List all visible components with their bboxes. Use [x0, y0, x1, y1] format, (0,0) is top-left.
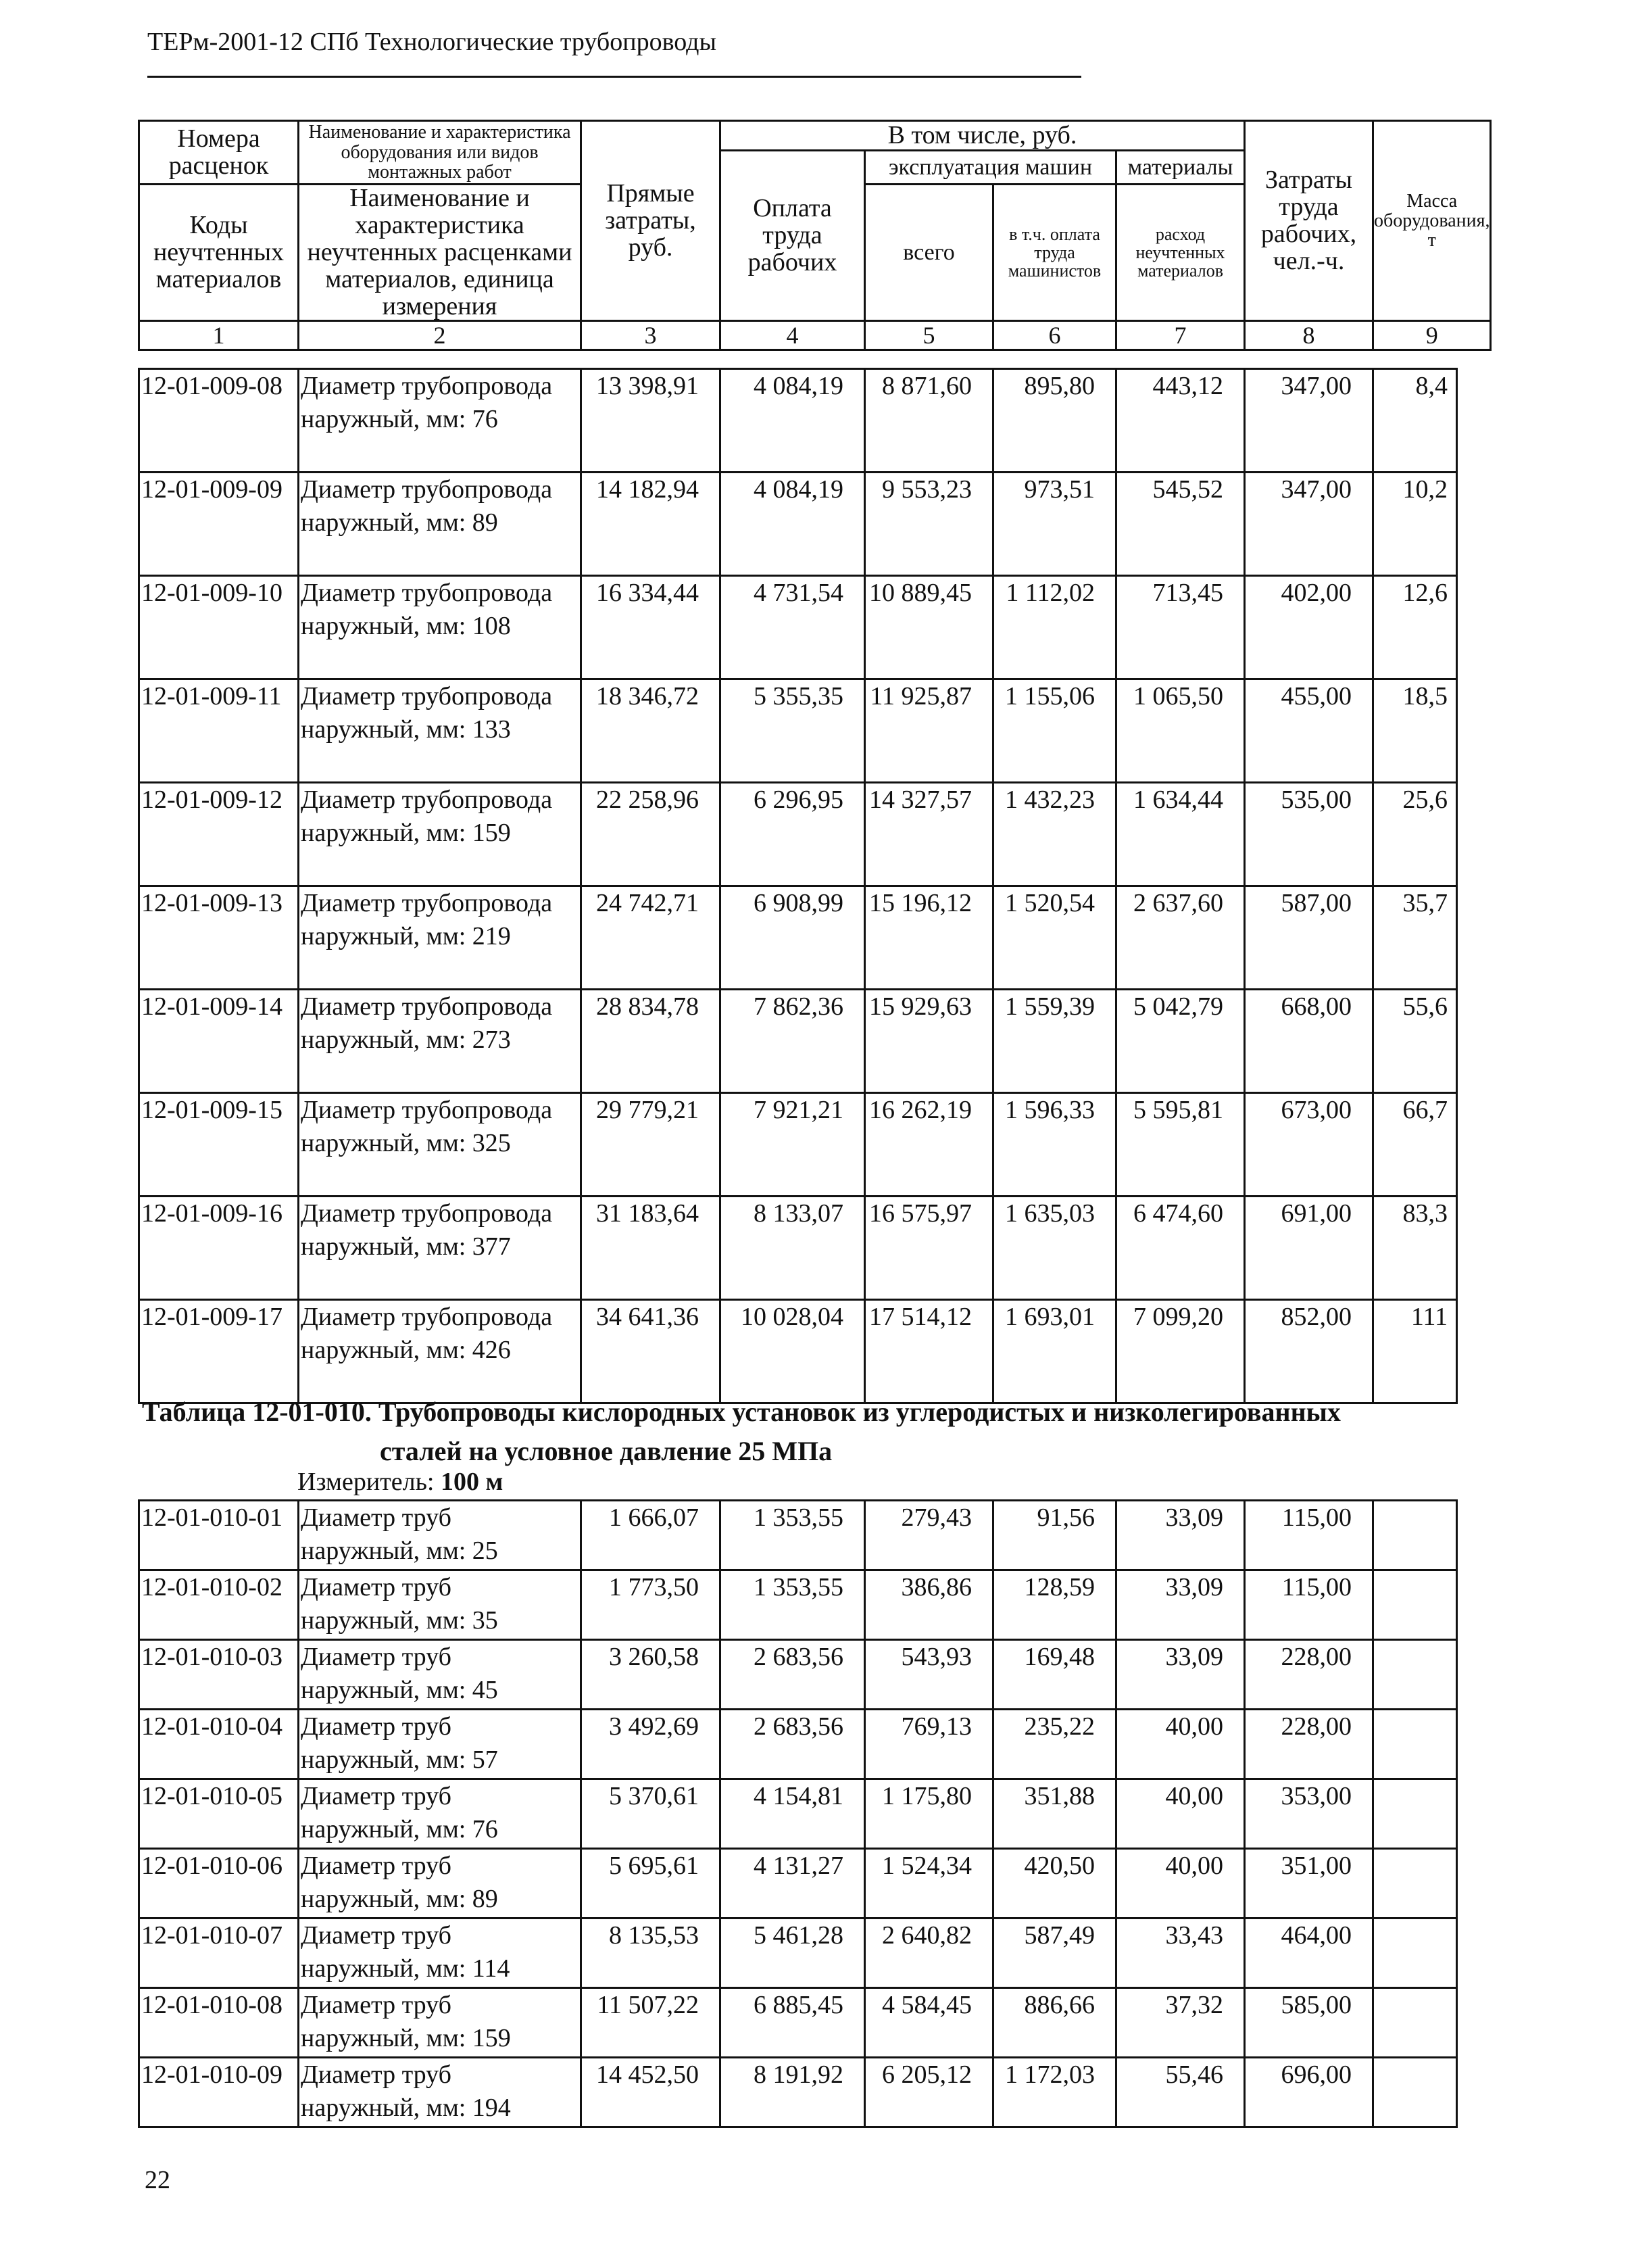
rate-name-line: Диаметр трубопровода — [301, 889, 553, 917]
materials-cost-cell: 5 595,81 — [1116, 1093, 1245, 1197]
equipment-mass-cell: 8,4 — [1373, 369, 1457, 473]
equipment-mass-cell — [1373, 1501, 1457, 1570]
equipment-mass-cell: 111 — [1373, 1300, 1457, 1403]
materials-cost-cell: 5 042,79 — [1116, 990, 1245, 1093]
table-row — [139, 1710, 1457, 1779]
materials-cost-cell: 33,09 — [1116, 1501, 1245, 1570]
rate-name-line: наружный, мм: 76 — [301, 1815, 498, 1843]
header-num-4: 4 — [720, 321, 865, 350]
header-col6: в т.ч. оплата труда машинистов — [993, 185, 1116, 321]
table-12-01-010-body — [139, 1501, 1457, 2127]
direct-cost-cell: 14 182,94 — [581, 473, 720, 576]
direct-cost-cell: 16 334,44 — [581, 576, 720, 679]
rate-name-line: Диаметр труб — [301, 1782, 452, 1810]
machine-cost-cell: 4 584,45 — [865, 1988, 993, 2058]
machine-cost-cell: 6 205,12 — [865, 2058, 993, 2127]
table-row — [139, 1988, 1457, 2058]
direct-cost-cell: 31 183,64 — [581, 1197, 720, 1300]
machine-cost-cell: 543,93 — [865, 1640, 993, 1710]
labor-cost-cell: 7 921,21 — [720, 1093, 865, 1197]
rate-name-line: Диаметр труб — [301, 1991, 452, 2019]
rate-name-line: Диаметр труб — [301, 1852, 452, 1880]
direct-cost-cell: 14 452,50 — [581, 2058, 720, 2127]
labor-cost-cell: 5 355,35 — [720, 679, 865, 783]
rate-name-line: Диаметр трубопровода — [301, 1199, 553, 1228]
labor-cost-cell: 2 683,56 — [720, 1640, 865, 1710]
header-col3: Прямые затраты, руб. — [581, 121, 720, 321]
rate-name-line: наружный, мм: 57 — [301, 1745, 498, 1774]
rate-name-cell — [299, 1570, 581, 1640]
rate-code-cell: 12-01-010-03 — [139, 1640, 299, 1710]
rate-name-line: Диаметр труб — [301, 1503, 452, 1532]
machine-cost-cell: 769,13 — [865, 1710, 993, 1779]
operator-labor-cost-cell: 1 155,06 — [993, 679, 1116, 783]
machine-cost-cell: 10 889,45 — [865, 576, 993, 679]
direct-cost-cell: 34 641,36 — [581, 1300, 720, 1403]
labor-cost-cell: 6 885,45 — [720, 1988, 865, 2058]
rate-code-cell: 12-01-009-11 — [139, 679, 299, 783]
labor-hours-cell: 353,00 — [1245, 1779, 1373, 1849]
rate-name-line: наружный, мм: 219 — [301, 922, 511, 950]
machine-cost-cell: 14 327,57 — [865, 783, 993, 886]
operator-labor-cost-cell: 895,80 — [993, 369, 1116, 473]
header-col7: расход неучтенных материалов — [1116, 185, 1245, 321]
operator-labor-cost-cell: 587,49 — [993, 1919, 1116, 1988]
running-head: ТЕРм-2001-12 СПб Технологические трубопроводы — [147, 28, 717, 56]
table-row — [139, 2058, 1457, 2127]
rate-code-cell: 12-01-010-07 — [139, 1919, 299, 1988]
rate-name-cell — [299, 369, 581, 473]
table-row — [139, 1640, 1457, 1710]
equipment-mass-cell — [1373, 1779, 1457, 1849]
rate-name-line: наружный, мм: 194 — [301, 2094, 511, 2122]
header-col2-top: Наименование и характеристика оборудования или видов монтажных работ — [299, 121, 581, 185]
labor-hours-cell: 852,00 — [1245, 1300, 1373, 1403]
header-col2-bottom: Наименование и характеристика неучтенных расценками материалов, единица измерения — [299, 185, 581, 321]
rate-code-cell: 12-01-010-02 — [139, 1570, 299, 1640]
table-row — [139, 1093, 1457, 1197]
header-col1-top: Номера расценок — [139, 121, 299, 185]
labor-hours-cell: 347,00 — [1245, 369, 1373, 473]
rate-name-cell — [299, 1710, 581, 1779]
rate-code-cell: 12-01-009-10 — [139, 576, 299, 679]
table-row — [139, 576, 1457, 679]
rate-code-cell: 12-01-009-15 — [139, 1093, 299, 1197]
rate-code-cell: 12-01-009-17 — [139, 1300, 299, 1403]
operator-labor-cost-cell: 1 635,03 — [993, 1197, 1116, 1300]
machine-cost-cell: 16 262,19 — [865, 1093, 993, 1197]
materials-cost-cell: 33,43 — [1116, 1919, 1245, 1988]
labor-hours-cell: 535,00 — [1245, 783, 1373, 886]
table-row — [139, 783, 1457, 886]
header-num-3: 3 — [581, 321, 720, 350]
machine-cost-cell: 9 553,23 — [865, 473, 993, 576]
rate-name-line: наружный, мм: 273 — [301, 1026, 511, 1054]
rate-name-cell — [299, 1501, 581, 1570]
rate-name-line: Диаметр труб — [301, 1921, 452, 1950]
labor-cost-cell: 8 133,07 — [720, 1197, 865, 1300]
equipment-mass-cell: 25,6 — [1373, 783, 1457, 886]
rate-name-line: наружный, мм: 25 — [301, 1537, 498, 1565]
header-num-2: 2 — [299, 321, 581, 350]
direct-cost-cell: 29 779,21 — [581, 1093, 720, 1197]
materials-cost-cell: 40,00 — [1116, 1710, 1245, 1779]
materials-cost-cell: 545,52 — [1116, 473, 1245, 576]
rate-name-cell — [299, 1919, 581, 1988]
table-row — [139, 1501, 1457, 1570]
operator-labor-cost-cell: 886,66 — [993, 1988, 1116, 2058]
rate-code-cell: 12-01-009-16 — [139, 1197, 299, 1300]
rate-name-line: Диаметр трубопровода — [301, 372, 553, 400]
materials-cost-cell: 6 474,60 — [1116, 1197, 1245, 1300]
operator-labor-cost-cell: 128,59 — [993, 1570, 1116, 1640]
materials-cost-cell: 713,45 — [1116, 576, 1245, 679]
rate-name-cell — [299, 679, 581, 783]
table-row — [139, 1570, 1457, 1640]
page-number: 22 — [145, 2166, 170, 2194]
table-row — [139, 473, 1457, 576]
machine-cost-cell: 386,86 — [865, 1570, 993, 1640]
materials-cost-cell: 1 634,44 — [1116, 783, 1245, 886]
running-head-rule — [147, 76, 1081, 78]
labor-hours-cell: 668,00 — [1245, 990, 1373, 1093]
machine-cost-cell: 17 514,12 — [865, 1300, 993, 1403]
header-num-1: 1 — [139, 321, 299, 350]
labor-hours-cell: 115,00 — [1245, 1570, 1373, 1640]
labor-cost-cell: 4 731,54 — [720, 576, 865, 679]
rate-name-line: Диаметр трубопровода — [301, 579, 553, 607]
table-row — [139, 1849, 1457, 1919]
labor-hours-cell: 115,00 — [1245, 1501, 1373, 1570]
rate-code-cell: 12-01-010-08 — [139, 1988, 299, 2058]
machine-cost-cell: 11 925,87 — [865, 679, 993, 783]
measure-label: Измеритель: — [297, 1468, 435, 1496]
labor-hours-cell: 228,00 — [1245, 1710, 1373, 1779]
materials-cost-cell: 2 637,60 — [1116, 886, 1245, 990]
rate-name-cell — [299, 783, 581, 886]
rate-code-cell: 12-01-010-05 — [139, 1779, 299, 1849]
direct-cost-cell: 8 135,53 — [581, 1919, 720, 1988]
direct-cost-cell: 24 742,71 — [581, 886, 720, 990]
table-row — [139, 886, 1457, 990]
rate-code-cell: 12-01-010-09 — [139, 2058, 299, 2127]
rate-name-line: Диаметр трубопровода — [301, 1303, 553, 1331]
direct-cost-cell: 5 695,61 — [581, 1849, 720, 1919]
table-row — [139, 1919, 1457, 1988]
equipment-mass-cell — [1373, 1988, 1457, 2058]
operator-labor-cost-cell: 420,50 — [993, 1849, 1116, 1919]
materials-cost-cell: 443,12 — [1116, 369, 1245, 473]
operator-labor-cost-cell: 1 559,39 — [993, 990, 1116, 1093]
rate-name-line: Диаметр труб — [301, 1573, 452, 1601]
rate-name-line: наружный, мм: 35 — [301, 1606, 498, 1635]
operator-labor-cost-cell: 91,56 — [993, 1501, 1116, 1570]
materials-cost-cell: 40,00 — [1116, 1849, 1245, 1919]
table-row — [139, 679, 1457, 783]
rate-code-cell: 12-01-010-01 — [139, 1501, 299, 1570]
rate-name-line: Диаметр труб — [301, 2060, 452, 2089]
rate-code-cell: 12-01-009-08 — [139, 369, 299, 473]
rate-name-line: Диаметр трубопровода — [301, 992, 553, 1021]
direct-cost-cell: 5 370,61 — [581, 1779, 720, 1849]
rate-name-cell — [299, 1640, 581, 1710]
rate-name-cell — [299, 1093, 581, 1197]
table-caption-line1: Таблица 12-01-010. Трубопроводы кислородных установок из углеродистых и низколегированных — [142, 1397, 1341, 1427]
equipment-mass-cell: 18,5 — [1373, 679, 1457, 783]
table-caption — [142, 1393, 1341, 1471]
rate-name-line: наружный, мм: 45 — [301, 1676, 498, 1704]
table-row — [139, 1300, 1457, 1403]
operator-labor-cost-cell: 169,48 — [993, 1640, 1116, 1710]
rate-code-cell: 12-01-009-14 — [139, 990, 299, 1093]
equipment-mass-cell — [1373, 1849, 1457, 1919]
rate-code-cell: 12-01-010-04 — [139, 1710, 299, 1779]
header-col1-bottom: Коды неучтенных материалов — [139, 185, 299, 321]
machine-cost-cell: 1 175,80 — [865, 1779, 993, 1849]
equipment-mass-cell: 35,7 — [1373, 886, 1457, 990]
rate-name-line: наружный, мм: 426 — [301, 1336, 511, 1364]
direct-cost-cell: 13 398,91 — [581, 369, 720, 473]
rate-name-line: наружный, мм: 159 — [301, 2024, 511, 2052]
rate-name-line: Диаметр трубопровода — [301, 475, 553, 504]
rate-name-line: наружный, мм: 133 — [301, 715, 511, 744]
labor-cost-cell: 8 191,92 — [720, 2058, 865, 2127]
header-num-5: 5 — [865, 321, 993, 350]
rate-name-cell — [299, 1300, 581, 1403]
equipment-mass-cell — [1373, 1640, 1457, 1710]
labor-cost-cell: 1 353,55 — [720, 1501, 865, 1570]
operator-labor-cost-cell: 235,22 — [993, 1710, 1116, 1779]
measure-value: 100 м — [441, 1468, 503, 1496]
rate-name-cell — [299, 473, 581, 576]
operator-labor-cost-cell: 1 112,02 — [993, 576, 1116, 679]
direct-cost-cell: 11 507,22 — [581, 1988, 720, 2058]
header-col9: Масса оборудования, т — [1373, 121, 1491, 321]
machine-cost-cell: 15 929,63 — [865, 990, 993, 1093]
labor-hours-cell: 673,00 — [1245, 1093, 1373, 1197]
rate-name-line: наружный, мм: 377 — [301, 1232, 511, 1261]
rate-name-line: наружный, мм: 325 — [301, 1129, 511, 1157]
rate-name-cell — [299, 576, 581, 679]
header-col8: Затраты труда рабочих, чел.-ч. — [1245, 121, 1373, 321]
materials-cost-cell: 7 099,20 — [1116, 1300, 1245, 1403]
header-table — [138, 120, 1492, 351]
labor-hours-cell: 347,00 — [1245, 473, 1373, 576]
labor-hours-cell: 696,00 — [1245, 2058, 1373, 2127]
direct-cost-cell: 22 258,96 — [581, 783, 720, 886]
table-row — [139, 1197, 1457, 1300]
labor-cost-cell: 5 461,28 — [720, 1919, 865, 1988]
labor-cost-cell: 2 683,56 — [720, 1710, 865, 1779]
rate-name-cell — [299, 1988, 581, 2058]
table-row — [139, 990, 1457, 1093]
labor-hours-cell: 587,00 — [1245, 886, 1373, 990]
rate-name-line: Диаметр трубопровода — [301, 786, 553, 814]
equipment-mass-cell: 83,3 — [1373, 1197, 1457, 1300]
operator-labor-cost-cell: 1 693,01 — [993, 1300, 1116, 1403]
rate-code-cell: 12-01-009-09 — [139, 473, 299, 576]
header-num-7: 7 — [1116, 321, 1245, 350]
equipment-mass-cell: 66,7 — [1373, 1093, 1457, 1197]
machine-cost-cell: 2 640,82 — [865, 1919, 993, 1988]
equipment-mass-cell — [1373, 1919, 1457, 1988]
rate-name-line: Диаметр трубопровода — [301, 1096, 553, 1124]
direct-cost-cell: 3 492,69 — [581, 1710, 720, 1779]
materials-cost-cell: 33,09 — [1116, 1640, 1245, 1710]
labor-cost-cell: 4 154,81 — [720, 1779, 865, 1849]
rate-code-cell: 12-01-009-12 — [139, 783, 299, 886]
rate-name-line: наружный, мм: 114 — [301, 1954, 510, 1983]
equipment-mass-cell: 12,6 — [1373, 576, 1457, 679]
header-machines: эксплуатация машин — [865, 151, 1116, 185]
labor-cost-cell: 1 353,55 — [720, 1570, 865, 1640]
direct-cost-cell: 3 260,58 — [581, 1640, 720, 1710]
machine-cost-cell: 279,43 — [865, 1501, 993, 1570]
table-caption-line2: сталей на условное давление 25 МПа — [380, 1436, 833, 1466]
rate-name-line: наружный, мм: 89 — [301, 1885, 498, 1913]
materials-cost-cell: 37,32 — [1116, 1988, 1245, 2058]
labor-hours-cell: 351,00 — [1245, 1849, 1373, 1919]
rate-name-cell — [299, 990, 581, 1093]
operator-labor-cost-cell: 1 520,54 — [993, 886, 1116, 990]
labor-hours-cell: 228,00 — [1245, 1640, 1373, 1710]
header-col4: Оплата труда рабочих — [720, 151, 865, 321]
machine-cost-cell: 16 575,97 — [865, 1197, 993, 1300]
equipment-mass-cell — [1373, 2058, 1457, 2127]
direct-cost-cell: 28 834,78 — [581, 990, 720, 1093]
operator-labor-cost-cell: 351,88 — [993, 1779, 1116, 1849]
header-group: В том числе, руб. — [720, 121, 1245, 151]
labor-cost-cell: 10 028,04 — [720, 1300, 865, 1403]
rate-name-line: Диаметр трубопровода — [301, 682, 553, 710]
equipment-mass-cell: 10,2 — [1373, 473, 1457, 576]
rate-name-cell — [299, 2058, 581, 2127]
rate-name-cell — [299, 886, 581, 990]
header-num-8: 8 — [1245, 321, 1373, 350]
header-col5: всего — [865, 185, 993, 321]
labor-cost-cell: 6 908,99 — [720, 886, 865, 990]
labor-cost-cell: 4 084,19 — [720, 369, 865, 473]
operator-labor-cost-cell: 973,51 — [993, 473, 1116, 576]
labor-hours-cell: 455,00 — [1245, 679, 1373, 783]
table-row — [139, 369, 1457, 473]
rate-name-line: Диаметр труб — [301, 1712, 452, 1741]
labor-hours-cell: 402,00 — [1245, 576, 1373, 679]
materials-cost-cell: 55,46 — [1116, 2058, 1245, 2127]
table-12-01-009-body — [139, 369, 1457, 1403]
labor-cost-cell: 7 862,36 — [720, 990, 865, 1093]
rate-name-cell — [299, 1849, 581, 1919]
operator-labor-cost-cell: 1 172,03 — [993, 2058, 1116, 2127]
direct-cost-cell: 1 666,07 — [581, 1501, 720, 1570]
direct-cost-cell: 1 773,50 — [581, 1570, 720, 1640]
labor-hours-cell: 585,00 — [1245, 1988, 1373, 2058]
labor-hours-cell: 691,00 — [1245, 1197, 1373, 1300]
materials-cost-cell: 1 065,50 — [1116, 679, 1245, 783]
measure-unit — [297, 1467, 503, 1497]
equipment-mass-cell — [1373, 1710, 1457, 1779]
table-12-01-010 — [138, 1499, 1458, 2128]
table-12-01-009 — [138, 368, 1458, 1404]
rate-code-cell: 12-01-010-06 — [139, 1849, 299, 1919]
machine-cost-cell: 1 524,34 — [865, 1849, 993, 1919]
direct-cost-cell: 18 346,72 — [581, 679, 720, 783]
operator-labor-cost-cell: 1 596,33 — [993, 1093, 1116, 1197]
rate-name-line: наружный, мм: 76 — [301, 405, 498, 433]
labor-cost-cell: 4 131,27 — [720, 1849, 865, 1919]
header-materials: материалы — [1116, 151, 1245, 185]
labor-cost-cell: 6 296,95 — [720, 783, 865, 886]
labor-hours-cell: 464,00 — [1245, 1919, 1373, 1988]
header-num-9: 9 — [1373, 321, 1491, 350]
equipment-mass-cell — [1373, 1570, 1457, 1640]
labor-cost-cell: 4 084,19 — [720, 473, 865, 576]
materials-cost-cell: 40,00 — [1116, 1779, 1245, 1849]
rate-name-line: наружный, мм: 159 — [301, 819, 511, 847]
header-num-6: 6 — [993, 321, 1116, 350]
operator-labor-cost-cell: 1 432,23 — [993, 783, 1116, 886]
rate-name-line: наружный, мм: 89 — [301, 508, 498, 537]
materials-cost-cell: 33,09 — [1116, 1570, 1245, 1640]
rate-name-cell — [299, 1197, 581, 1300]
rate-name-line: наружный, мм: 108 — [301, 612, 511, 640]
machine-cost-cell: 8 871,60 — [865, 369, 993, 473]
rate-name-line: Диаметр труб — [301, 1643, 452, 1671]
rate-name-cell — [299, 1779, 581, 1849]
rate-code-cell: 12-01-009-13 — [139, 886, 299, 990]
machine-cost-cell: 15 196,12 — [865, 886, 993, 990]
table-row — [139, 1779, 1457, 1849]
equipment-mass-cell: 55,6 — [1373, 990, 1457, 1093]
